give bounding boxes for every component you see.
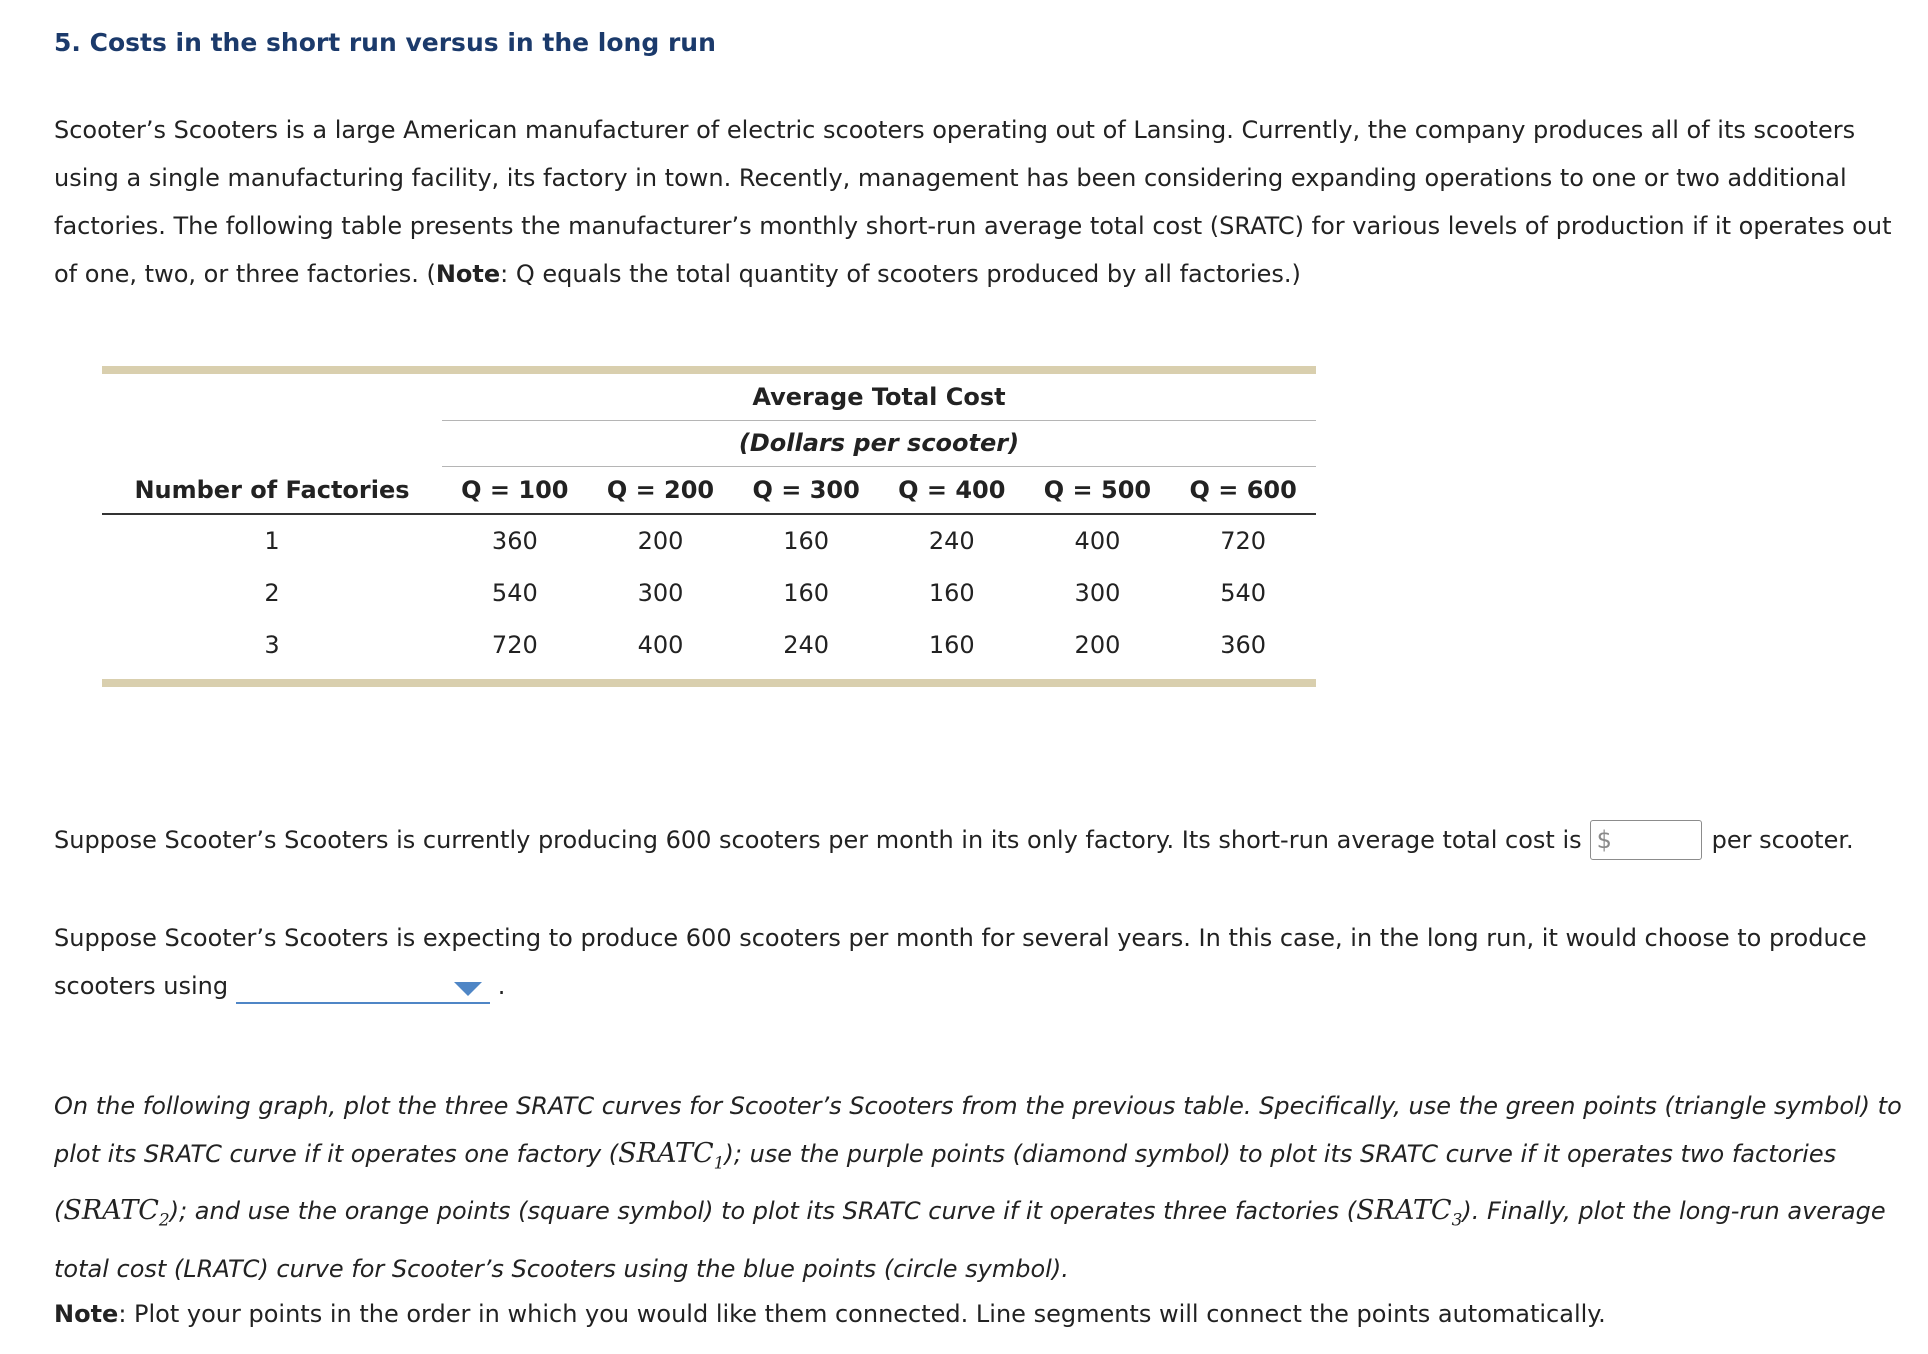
cost-cell: 720 xyxy=(491,631,538,659)
sratc2-label: $SRATC_2$ xyxy=(63,1195,170,1231)
cost-cell: 720 xyxy=(1220,527,1267,555)
intro-note-text: : Q equals the total quantity of scooters produced by all factories.) xyxy=(500,260,1301,288)
sratc-answer-input[interactable] xyxy=(1612,822,1696,858)
cost-cell: 160 xyxy=(783,579,830,607)
note-text: : Plot your points in the order in which you would like them connected. Line segments will connect the points automatically. xyxy=(118,1300,1606,1328)
intro-text: Scooter’s Scooters is a large American manufacturer of electric scooters operating out of Lansing. Currently, the company produces all of its scooters using a single manufacturing facility, its factory in town. Recently, management has been considering expanding operations to one or two additional factories. The following table presents the manufacturer’s monthly short-run average total cost (SRATC) for various levels of production if it operates out of one, two, or three factories. ( xyxy=(54,116,1892,288)
instructions-text: ); and use the orange points (square symbol) to plot its SRATC curve if it operates three factories ( xyxy=(169,1197,1357,1226)
cost-cell: 200 xyxy=(1074,631,1121,659)
cost-cell: 240 xyxy=(928,527,975,555)
instructions-text: ); use the purple points (diamond symbol) to plot its SRATC curve if it operates two factories ( xyxy=(54,1140,1837,1226)
factory-count-dropdown[interactable] xyxy=(236,968,490,1004)
table-row xyxy=(102,567,1316,619)
cost-table xyxy=(102,366,1316,687)
cost-cell: 540 xyxy=(1220,579,1267,607)
plot-note xyxy=(54,1300,1606,1328)
cost-cell: 240 xyxy=(783,631,830,659)
average-total-cost-table xyxy=(102,374,1316,671)
column-header: Q = 500 xyxy=(1025,466,1171,514)
units-header: (Dollars per scooter) xyxy=(442,420,1316,466)
sratc-answer-box[interactable] xyxy=(1590,820,1702,860)
table-row xyxy=(102,619,1316,671)
column-header: Q = 600 xyxy=(1170,466,1316,514)
table-row xyxy=(102,514,1316,567)
question-2-suffix: . xyxy=(497,972,506,1000)
cost-cell: 360 xyxy=(491,527,538,555)
factories-cell: 3 xyxy=(264,631,280,659)
cost-cell: 160 xyxy=(783,527,830,555)
factories-cell: 2 xyxy=(264,579,280,607)
factories-cell: 1 xyxy=(264,527,280,555)
question-1-prefix: Suppose Scooter’s Scooters is currently producing 600 scooters per month in its only factory. Its short-run average total cost is xyxy=(54,826,1582,854)
cost-cell: 360 xyxy=(1220,631,1267,659)
table-bottom-rule xyxy=(102,679,1316,687)
row-header: Number of Factories xyxy=(102,466,442,514)
cost-cell: 160 xyxy=(928,631,975,659)
note-label: Note xyxy=(54,1300,119,1328)
question-1 xyxy=(54,820,1854,860)
cost-cell: 300 xyxy=(1074,579,1121,607)
cost-cell: 160 xyxy=(928,579,975,607)
instructions-text: ). Finally, plot the long-run average total cost (LRATC) curve for Scooter’s Scooters using the blue points (circle symbol). xyxy=(54,1197,1886,1283)
chevron-down-icon[interactable] xyxy=(454,982,482,996)
group-header: Average Total Cost xyxy=(442,374,1316,420)
dollar-sign: $ xyxy=(1596,826,1612,854)
cost-cell: 400 xyxy=(637,631,684,659)
question-1-suffix: per scooter. xyxy=(1711,826,1854,854)
table-top-rule xyxy=(102,366,1316,374)
column-header: Q = 200 xyxy=(588,466,734,514)
cost-cell: 200 xyxy=(637,527,684,555)
column-header: Q = 300 xyxy=(733,466,879,514)
sratc3-label: $SRATC_3$ xyxy=(1356,1195,1463,1231)
intro-paragraph xyxy=(54,106,1894,298)
instructions-text: On the following graph, plot the three SRATC curves for Scooter’s Scooters from the previous table. Specifically, use the green points (triangle symbol) to plot its SRATC curve if it operates one factory ( xyxy=(54,1092,1902,1168)
cost-cell: 300 xyxy=(637,579,684,607)
question-2 xyxy=(54,914,1904,1010)
page-title: 5. Costs in the short run versus in the long run xyxy=(54,28,716,57)
sratc1-label: $SRATC_1$ xyxy=(618,1138,725,1174)
column-header: Q = 100 xyxy=(442,466,588,514)
question-2-prefix: Suppose Scooter’s Scooters is expecting to produce 600 scooters per month for several years. In this case, in the long run, it would choose to produce scooters using xyxy=(54,924,1867,1000)
intro-note-label: Note xyxy=(435,260,501,288)
cost-cell: 540 xyxy=(491,579,538,607)
column-header: Q = 400 xyxy=(879,466,1025,514)
graph-instructions xyxy=(54,1082,1904,1293)
cost-cell: 400 xyxy=(1074,527,1121,555)
